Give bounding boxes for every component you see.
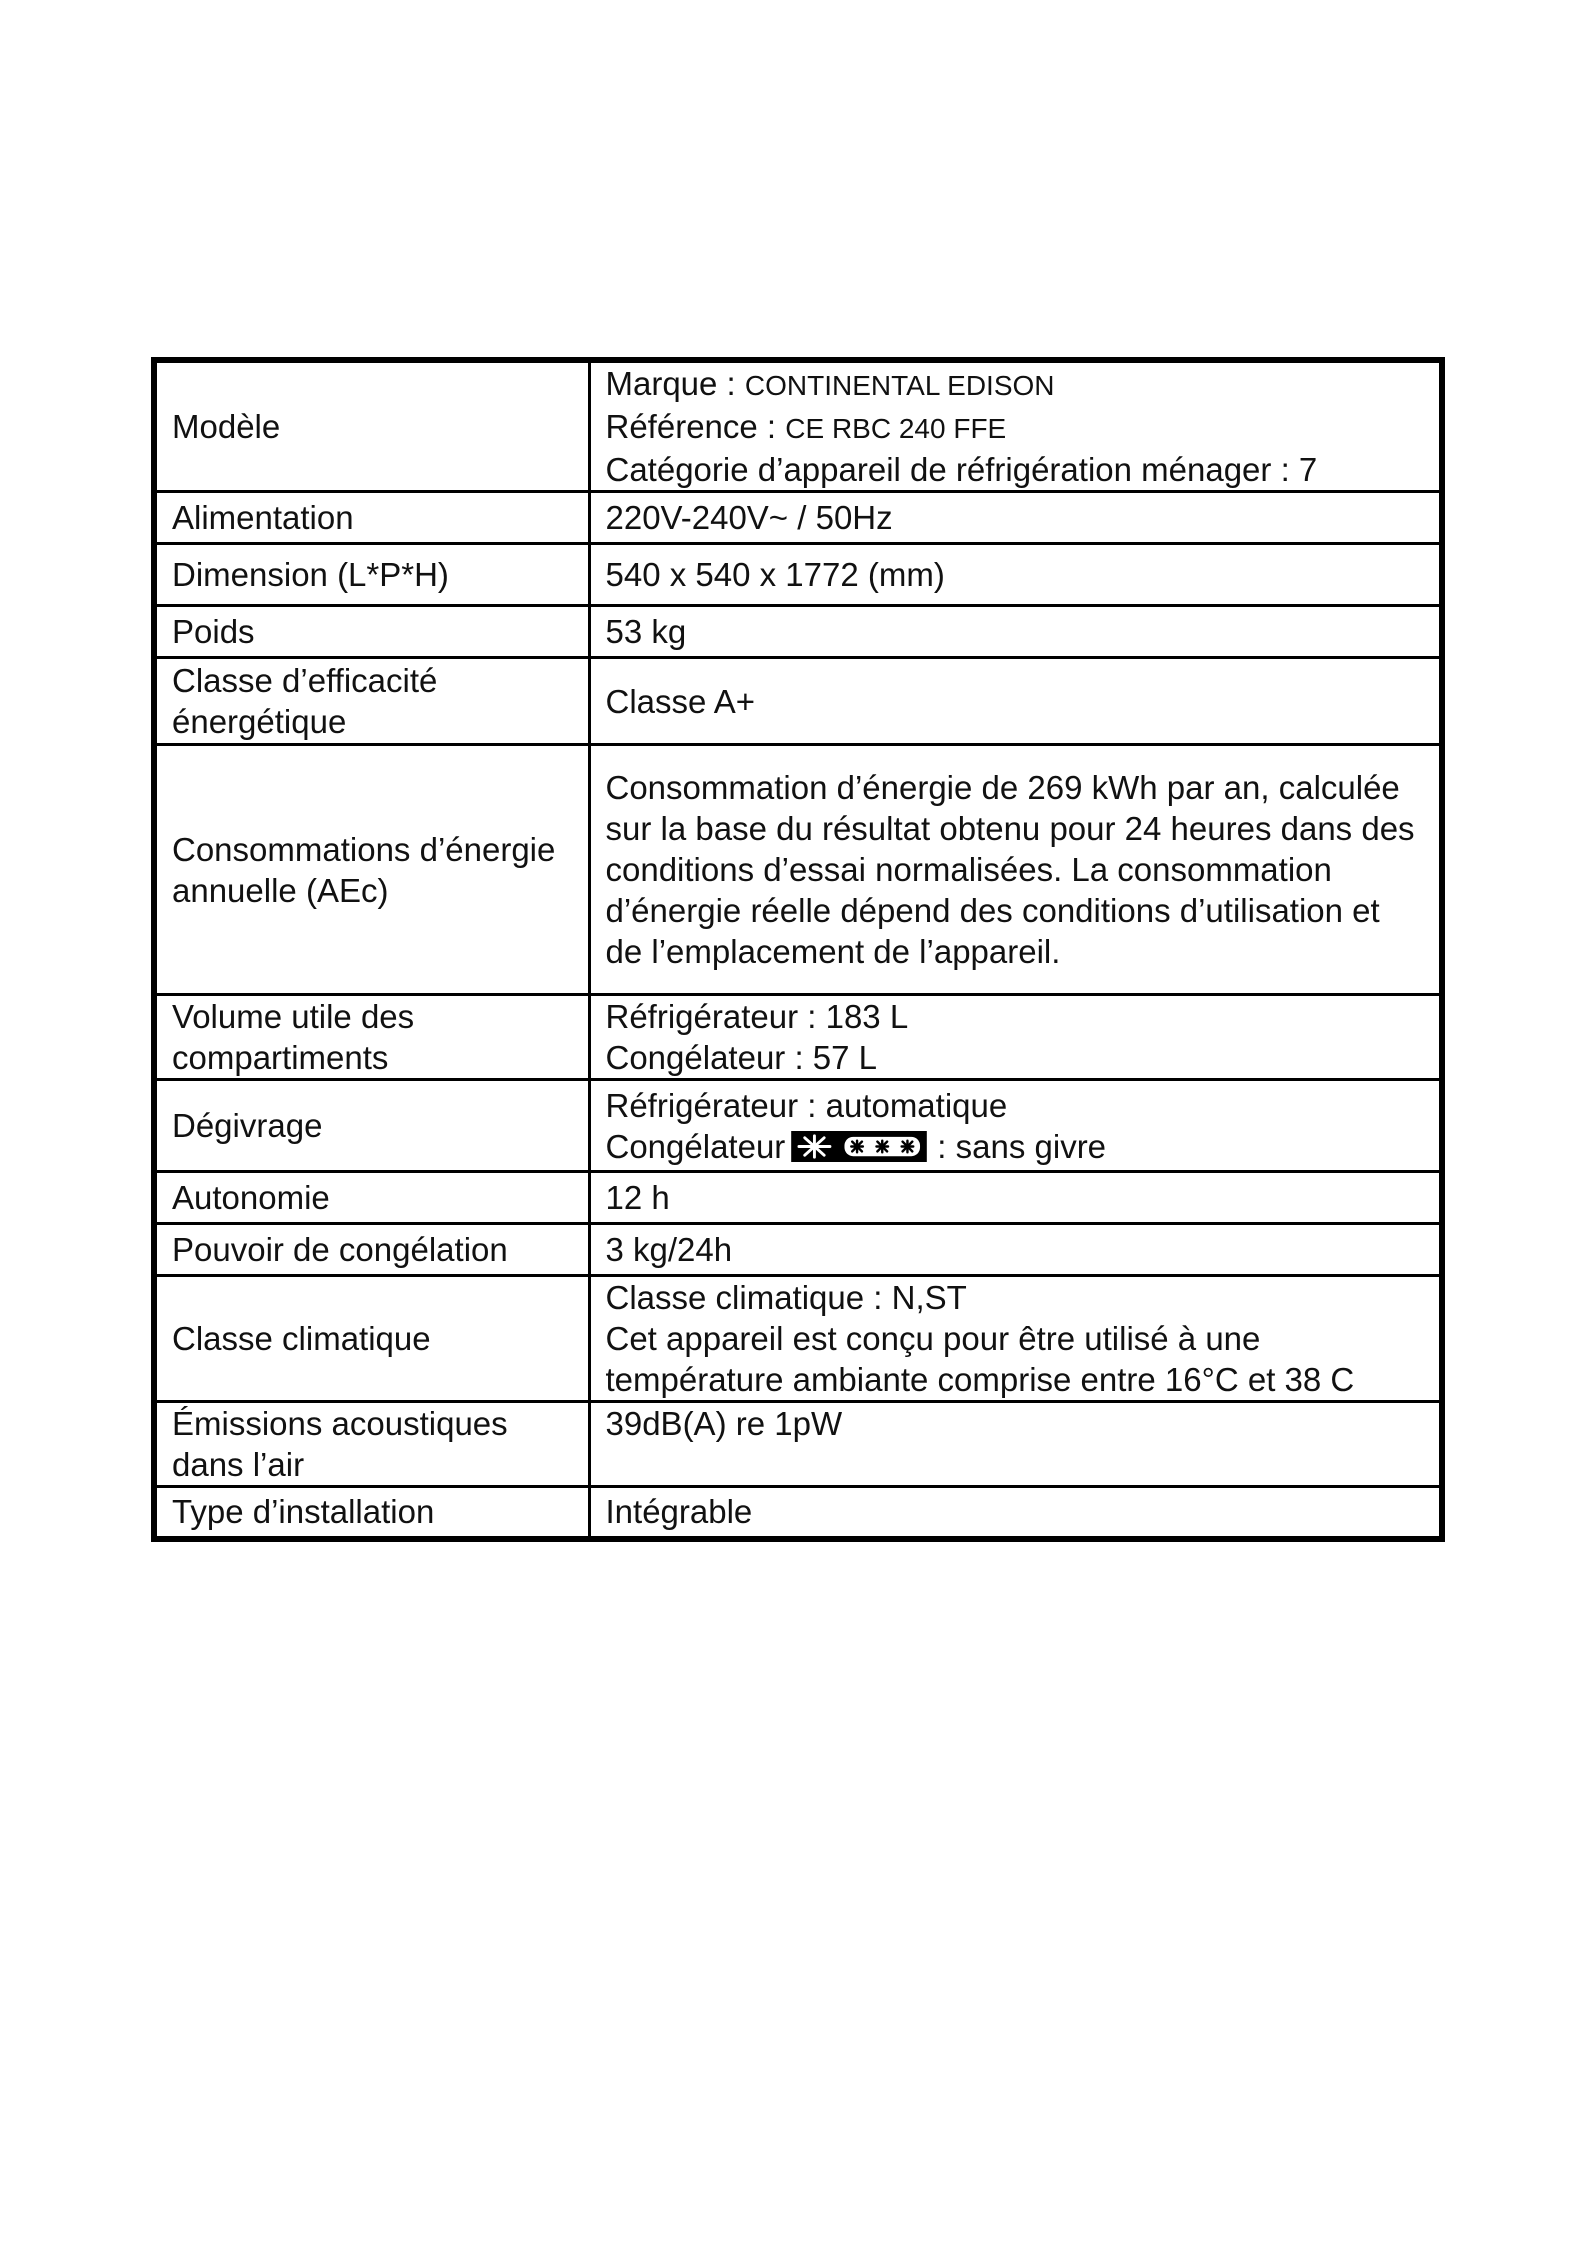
sans-givre-text: : sans givre: [937, 1127, 1107, 1165]
label-alimentation: Alimentation: [154, 492, 589, 544]
value-alimentation: 220V-240V~ / 50Hz: [589, 492, 1442, 544]
label-emissions: Émissions acoustiques dans l’air: [154, 1402, 589, 1487]
label-poids: Poids: [154, 606, 589, 658]
classe-climatique-line3: température ambiante comprise entre 16°C et 38 C: [605, 1361, 1355, 1398]
row-dimension: [154, 544, 1442, 606]
row-autonomie: [154, 1172, 1442, 1224]
category-line: Catégorie d’appareil de réfrigération ménager : 7: [605, 451, 1318, 488]
degivrage-refrigerateur: Réfrigérateur : automatique: [605, 1086, 1008, 1124]
value-dimension: 540 x 540 x 1772 (mm): [589, 544, 1442, 606]
label-type-installation: Type d’installation: [154, 1487, 589, 1539]
row-consommation: [154, 745, 1442, 995]
value-poids: 53 kg: [589, 606, 1442, 658]
volume-refrigerateur: Réfrigérateur : 183 L: [605, 998, 909, 1035]
congelateur-label: Congélateur: [605, 1127, 786, 1165]
degivrage-congelateur: [606, 1126, 1425, 1167]
row-poids: [154, 606, 1442, 658]
classe-climatique-line2: Cet appareil est conçu pour être utilisé à une: [605, 1320, 1261, 1357]
label-modele: Modèle: [154, 360, 589, 492]
classe-climatique-line1: Classe climatique : N,ST: [605, 1279, 967, 1316]
value-classe-climatique: [589, 1276, 1442, 1402]
value-consommation: Consommation d’énergie de 269 kWh par an, calculée sur la base du résultat obtenu pour 24 heures dans des conditions d’essai normalisées. La consommation d’énergie réelle dépend des conditions d’utilisation et de l’emplacement de l’appareil.: [589, 745, 1442, 995]
brand-value: CONTINENTAL EDISON: [744, 370, 1055, 401]
volume-congelateur: Congélateur : 57 L: [605, 1039, 878, 1076]
value-classe-efficacite: Classe A+: [589, 658, 1442, 745]
reference-line: [606, 406, 1425, 449]
value-degivrage: [589, 1080, 1442, 1172]
label-degivrage: Dégivrage: [154, 1080, 589, 1172]
label-dimension: Dimension (L*P*H): [154, 544, 589, 606]
value-volume: [589, 995, 1442, 1080]
row-modele: [154, 360, 1442, 492]
label-autonomie: Autonomie: [154, 1172, 589, 1224]
reference-prefix: Référence :: [605, 408, 786, 445]
row-classe-climatique: [154, 1276, 1442, 1402]
value-type-installation: Intégrable: [589, 1487, 1442, 1539]
brand-line: [606, 363, 1425, 406]
value-modele: [589, 360, 1442, 492]
row-degivrage: [154, 1080, 1442, 1172]
spec-table: [151, 357, 1445, 1542]
value-autonomie: 12 h: [589, 1172, 1442, 1224]
row-emissions: [154, 1402, 1442, 1487]
label-volume: Volume utile des compartiments: [154, 995, 589, 1080]
label-classe-climatique: Classe climatique: [154, 1276, 589, 1402]
row-alimentation: [154, 492, 1442, 544]
brand-prefix: Marque :: [605, 365, 745, 402]
four-star-freezer-icon: [789, 1131, 929, 1162]
row-volume: [154, 995, 1442, 1080]
row-classe-efficacite: [154, 658, 1442, 745]
reference-value: CE RBC 240 FFE: [785, 413, 1007, 444]
label-pouvoir-congelation: Pouvoir de congélation: [154, 1224, 589, 1276]
value-pouvoir-congelation: 3 kg/24h: [589, 1224, 1442, 1276]
label-consommation: Consommations d’énergie annuelle (AEc): [154, 745, 589, 995]
label-classe-efficacite: Classe d’efficacité énergétique: [154, 658, 589, 745]
value-emissions: 39dB(A) re 1pW: [589, 1402, 1442, 1487]
row-pouvoir-congelation: [154, 1224, 1442, 1276]
row-type-installation: [154, 1487, 1442, 1539]
